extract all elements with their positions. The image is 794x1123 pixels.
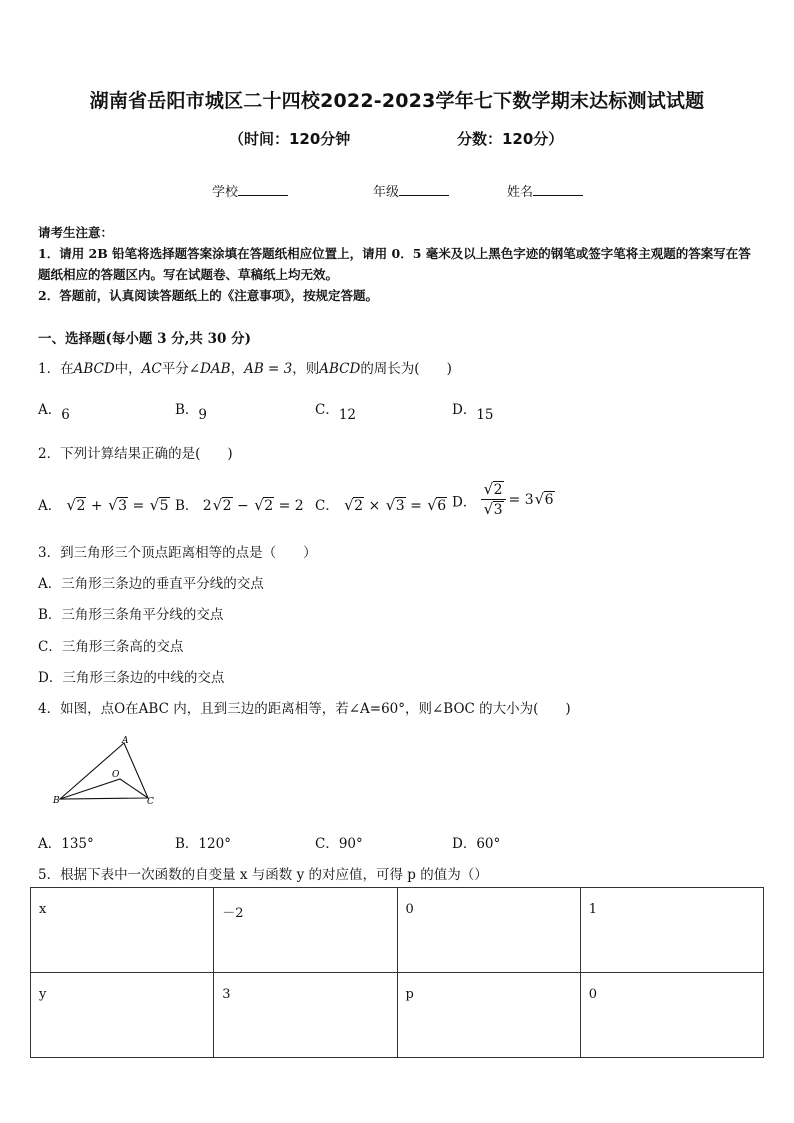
option-label: B． xyxy=(175,402,199,418)
grade-label: 年级 xyxy=(373,185,400,200)
school-label: 学校 xyxy=(212,185,239,200)
section-heading: 一、选择题(每小题 3 分,共 30 分) xyxy=(38,331,251,347)
q1-option-a[interactable] xyxy=(38,398,70,423)
q2-expr-a: √ 2 + √ 3 = √ 5 xyxy=(66,498,170,514)
option-value: 6 xyxy=(61,407,70,423)
notes-item-1: 1．请用 2B 铅笔将选择题答案涂填在答题纸相应位置上，请用 0．5 毫米及以上黑色字迹的钢笔或签字笔将主观题的答案写在答题纸相应的答题区内。写在试题卷、草稿纸上均无效。 xyxy=(38,246,751,282)
q1-option-d[interactable] xyxy=(452,398,494,423)
name-field xyxy=(507,181,583,200)
table-cell: 0 xyxy=(397,888,580,973)
option-label: A． xyxy=(38,498,62,514)
q2-option-c[interactable] xyxy=(315,494,447,514)
option-label: D． xyxy=(452,494,477,511)
option-value: 9 xyxy=(198,407,208,423)
vertex-c-label: C xyxy=(147,797,154,807)
q1-text: 平分 xyxy=(161,361,189,377)
grade-field xyxy=(373,181,449,200)
q4-option-c[interactable]: C．90° xyxy=(315,836,363,852)
q1-ac: AC xyxy=(141,361,162,377)
q1-text: 的周长为( ) xyxy=(360,361,452,377)
table-cell: x xyxy=(31,888,214,973)
option-label: C． xyxy=(315,498,339,514)
q1-text: ，则 xyxy=(292,361,320,377)
table-cell: p xyxy=(397,973,580,1058)
angle-boc-lines xyxy=(60,779,148,799)
school-field xyxy=(212,181,288,200)
q2-expr-d: √ 2 √ 3 = 3√ 6 xyxy=(481,492,555,508)
q4-option-d[interactable]: D．60° xyxy=(452,836,501,852)
value-table xyxy=(30,887,764,1058)
point-o-label: O xyxy=(112,770,120,780)
q4-option-a[interactable]: A．135° xyxy=(38,836,94,852)
q2-option-d[interactable] xyxy=(452,482,555,518)
table-cell: 1 xyxy=(580,888,763,973)
table-row xyxy=(31,973,764,1058)
option-label: A． xyxy=(38,402,62,418)
triangle-figure xyxy=(50,733,170,813)
q2-expr-b: 2√ 2 − √ 2 = 2 xyxy=(203,498,304,514)
question-1-stem xyxy=(38,357,452,377)
q3-option-a[interactable]: A．三角形三条边的垂直平分线的交点 xyxy=(38,576,264,592)
q1-abcd: ABCD xyxy=(73,361,115,377)
name-blank xyxy=(533,183,583,196)
notes-item-2: 2．答题前，认真阅读答题纸上的《注意事项》，按规定答题。 xyxy=(38,288,378,303)
q2-option-b[interactable] xyxy=(175,494,304,514)
option-label: D． xyxy=(452,402,477,418)
option-label: B． xyxy=(175,498,199,514)
q2-expr-c: √ 2 × √ 3 = √ 6 xyxy=(343,498,447,514)
option-label: C． xyxy=(315,402,339,418)
question-4-stem: 4．如图，点O在ABC 内，且到三边的距离相等，若∠A=60°，则∠BOC 的大小为( ) xyxy=(38,701,571,717)
q4-option-b[interactable]: B．120° xyxy=(175,836,231,852)
q1-text: 中， xyxy=(114,361,142,377)
notes-heading: 请考生注意： xyxy=(38,225,114,240)
table-cell: y xyxy=(31,973,214,1058)
q3-option-d[interactable]: D．三角形三条边的中线的交点 xyxy=(38,670,225,686)
q1-abcd: ABCD xyxy=(319,361,361,377)
table-cell: －2 xyxy=(214,888,397,973)
option-value: 12 xyxy=(338,407,357,423)
grade-blank xyxy=(399,183,449,196)
question-5-stem: 5．根据下表中一次函数的自变量 x 与函数 y 的对应值，可得 p 的值为（） xyxy=(38,867,488,883)
notes-block xyxy=(38,222,760,306)
exam-title: 湖南省岳阳市城区二十四校2022-2023学年七下数学期末达标测试试题 xyxy=(89,90,705,112)
triangle-abc xyxy=(60,743,148,799)
exam-time: （时间：120分钟 xyxy=(229,130,351,148)
question-2-stem: 2．下列计算结果正确的是( ) xyxy=(38,446,233,462)
question-3-stem: 3．到三角形三个顶点距离相等的点是（ ） xyxy=(38,545,317,561)
q1-text: ， xyxy=(230,361,245,377)
table-row xyxy=(31,888,764,973)
q1-angle: ∠DAB xyxy=(188,361,231,377)
table-cell: 3 xyxy=(214,973,397,1058)
q3-option-c[interactable]: C．三角形三条高的交点 xyxy=(38,639,184,655)
option-value: 15 xyxy=(476,407,494,423)
name-label: 姓名 xyxy=(507,185,534,200)
q2-option-a[interactable] xyxy=(38,494,170,514)
vertex-b-label: B xyxy=(53,796,60,806)
q1-ab-value: AB = 3 xyxy=(244,361,293,377)
q1-option-c[interactable] xyxy=(315,398,357,423)
q1-text: 1．在 xyxy=(38,361,74,377)
vertex-a-label: A xyxy=(122,736,129,746)
school-blank xyxy=(238,183,288,196)
table-cell: 0 xyxy=(580,973,763,1058)
q3-option-b[interactable]: B．三角形三条角平分线的交点 xyxy=(38,607,224,623)
exam-score: 分数：120分） xyxy=(457,130,564,148)
q1-option-b[interactable] xyxy=(175,398,208,423)
